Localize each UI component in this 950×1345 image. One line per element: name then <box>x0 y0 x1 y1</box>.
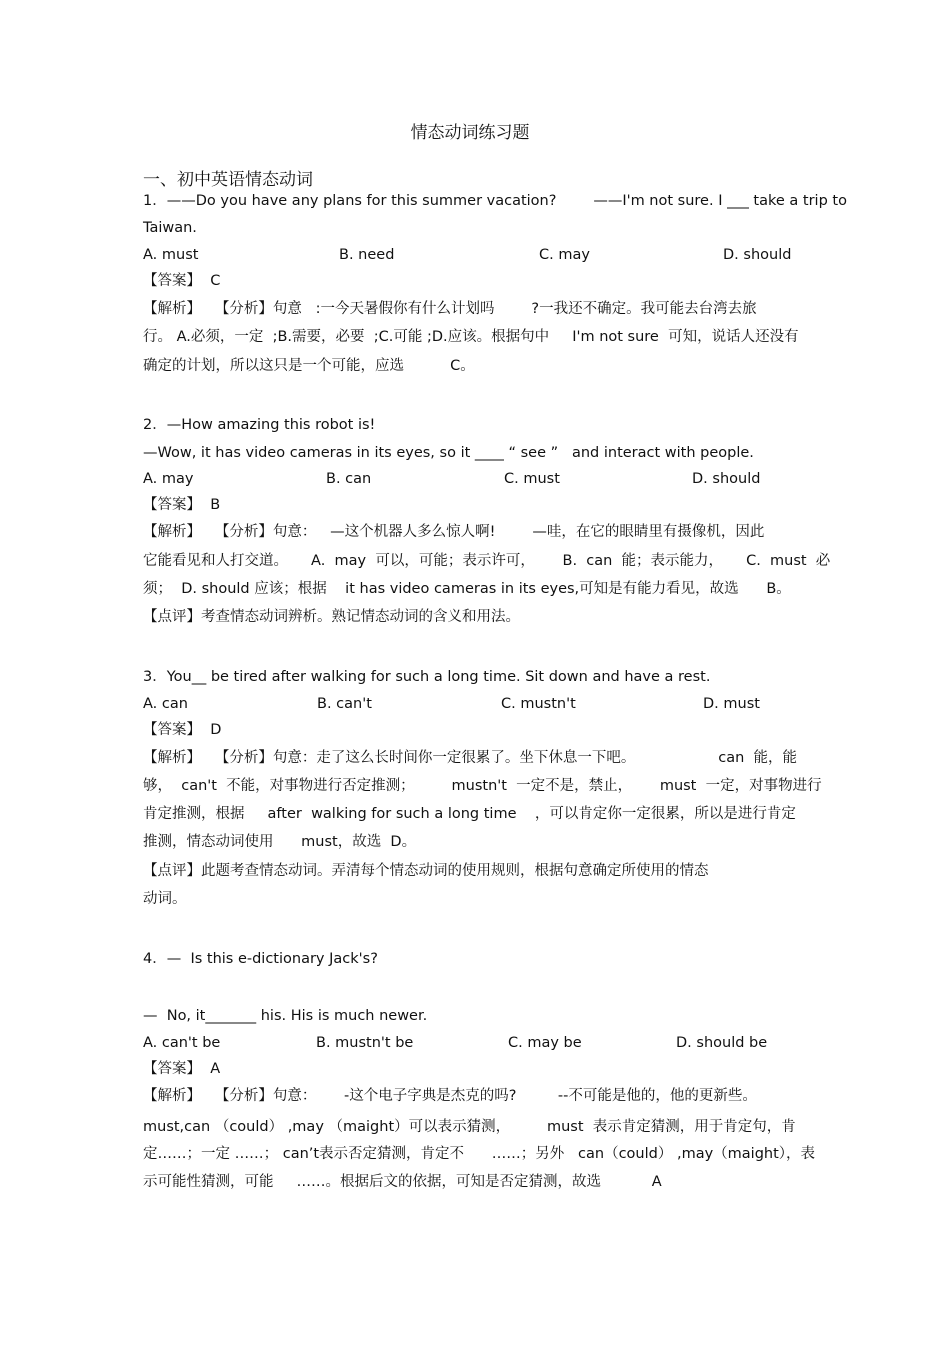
q2-option-a: A. may <box>143 471 194 487</box>
q3-option-c: C. mustn't <box>501 696 576 712</box>
q1-analysis-line: 确定的计划，所以这只是一个可能，应选 C。 <box>143 358 475 374</box>
q4-answer: 【答案】 A <box>143 1061 221 1077</box>
q2-option-b: B. can <box>326 471 372 487</box>
q1-option-d: D. should <box>723 247 792 263</box>
q1-option-c: C. may <box>539 247 590 263</box>
q3-answer: 【答案】 D <box>143 722 222 738</box>
document-title: 情态动词练习题 <box>410 123 530 143</box>
q4-analysis-line: must,can （could） ,may （maight）可以表示猜测， must 表示肯定猜测，用于肯定句，肯 <box>143 1119 796 1135</box>
q4-stem: 4．— Is this e-dictionary Jack's? <box>143 951 378 967</box>
q1-analysis-line: 行。 A.必须，一定 ;B.需要，必要 ;C.可能 ;D.应该。根据句中 I'm not sure 可知，说话人还没有 <box>143 329 799 345</box>
q3-option-a: A. can <box>143 696 188 712</box>
q3-comment-line: 【点评】此题考查情态动词。弄清每个情态动词的使用规则，根据句意确定所使用的情态 <box>143 863 709 879</box>
q1-option-a: A. must <box>143 247 199 263</box>
q4-analysis-line: 【解析】 【分析】句意： -这个电子字典是杰克的吗? --不可能是他的，他的更新些。 <box>143 1088 757 1104</box>
q3-analysis-line: 够， can't 不能，对事物进行否定推测； mustn't 一定不是，禁止， must 一定，对事物进行 <box>143 778 822 794</box>
q1-stem-cont: Taiwan. <box>143 220 197 236</box>
q1-stem: 1．——Do you have any plans for this summer vacation? ——I'm not sure. I ___ take a trip to <box>143 193 847 209</box>
q2-comment: 【点评】考查情态动词辨析。熟记情态动词的含义和用法。 <box>143 609 520 625</box>
q2-analysis-line: 它能看见和人打交道。 A. may 可以，可能；表示许可， B. can 能；表示能力， C. must 必 <box>143 553 831 569</box>
section-heading: 一、初中英语情态动词 <box>143 170 313 190</box>
q2-option-c: C. must <box>504 471 560 487</box>
q1-analysis-line: 【解析】 【分析】句意 :一今天暑假你有什么计划吗 ?一我还不确定。我可能去台湾去旅 <box>143 301 757 317</box>
q3-option-b: B. can't <box>317 696 372 712</box>
q2-option-d: D. should <box>692 471 761 487</box>
q4-analysis-line: 定……；一定 ……； can’t表示否定猜测，肯定不 ……；另外 can（could） ,may（maight），表 <box>143 1146 816 1162</box>
q1-answer: 【答案】 C <box>143 273 221 289</box>
q2-analysis-line: 【解析】 【分析】句意： —这个机器人多么惊人啊! —哇，在它的眼睛里有摄像机，因此 <box>143 524 765 540</box>
q4-option-b: B. mustn't be <box>316 1035 414 1051</box>
q2-analysis-line: 须； D. should 应该；根据 it has video cameras in its eyes,可知是有能力看见，故选 B。 <box>143 581 791 597</box>
q2-stem-cont: —Wow, it has video cameras in its eyes, so it ____ “ see ” and interact with people. <box>143 445 754 461</box>
q3-option-d: D. must <box>703 696 760 712</box>
q3-analysis-line: 肯定推测，根据 after walking for such a long time ，可以肯定你一定很累，所以是进行肯定 <box>143 806 796 822</box>
q3-analysis-line: 推测，情态动词使用 must，故选 D。 <box>143 834 417 850</box>
q3-stem: 3．You__ be tired after walking for such a long time. Sit down and have a rest. <box>143 669 711 685</box>
q4-option-d: D. should be <box>676 1035 768 1051</box>
q3-analysis-line: 【解析】 【分析】句意：走了这么长时间你一定很累了。坐下休息一下吧。 can 能，能 <box>143 750 798 766</box>
q3-comment-line: 动词。 <box>143 891 187 907</box>
q4-analysis-line: 示可能性猜测，可能 ……。根据后文的依据，可知是否定猜测，故选 A <box>143 1174 662 1190</box>
q2-answer: 【答案】 B <box>143 497 221 513</box>
q2-stem: 2．—How amazing this robot is! <box>143 417 376 433</box>
q1-option-b: B. need <box>339 247 395 263</box>
q4-option-c: C. may be <box>508 1035 582 1051</box>
q4-stem-cont: — No, it_______ his. His is much newer. <box>143 1008 428 1024</box>
q4-option-a: A. can't be <box>143 1035 221 1051</box>
